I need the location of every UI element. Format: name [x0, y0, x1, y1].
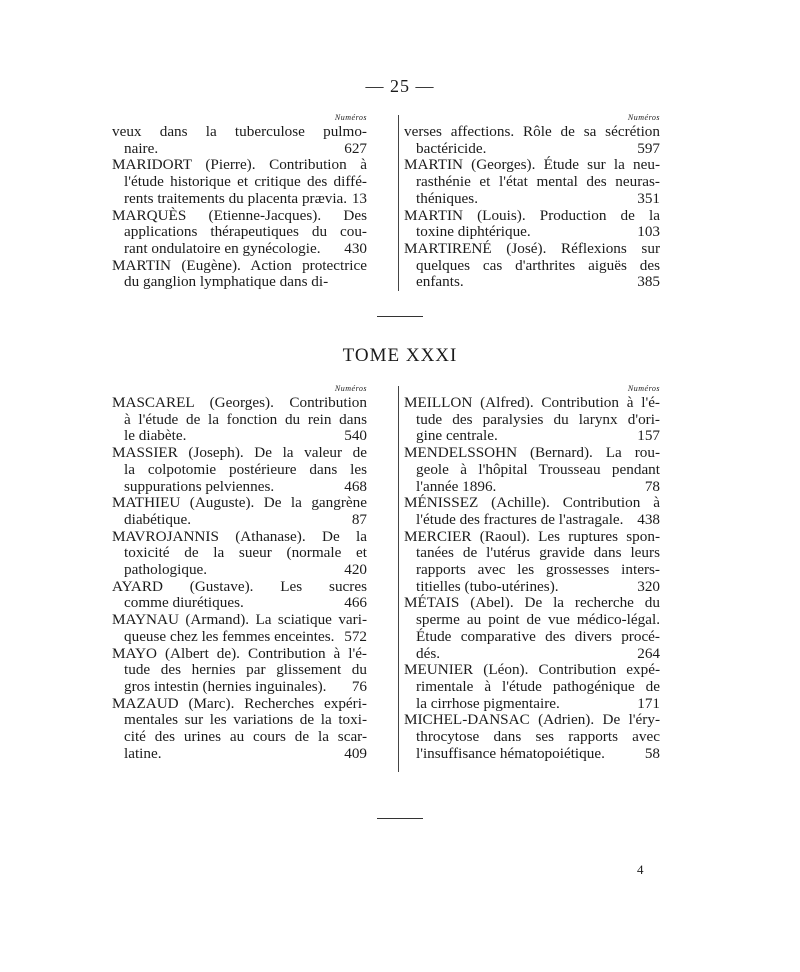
entry-line — [404, 428, 660, 445]
entry-line: rapports avec les grossesses inters- — [416, 561, 660, 579]
entry-line: verses affections. Rôle de sa sécrétion — [404, 123, 660, 140]
entry-line — [112, 595, 367, 612]
entry-line — [404, 479, 660, 496]
numeros-label: Numéros — [334, 384, 367, 393]
entry-line: rasthénie et l'état mental des neuras- — [416, 173, 660, 191]
index-entry — [404, 595, 660, 662]
entry-line: tude des paralysies du larynx d'ori- — [416, 410, 660, 428]
index-entry — [404, 124, 660, 157]
entry-line: MASSIER (Joseph). De la valeur de — [112, 444, 367, 462]
entry-number: 572 — [344, 627, 367, 645]
entry-line: MAVROJANNIS (Athanase). De la — [112, 527, 367, 545]
page-number: — 25 — — [365, 76, 435, 96]
entry-number: 171 — [637, 694, 660, 712]
entry-number: 76 — [351, 677, 367, 695]
entry-line — [404, 191, 660, 208]
entry-number: 87 — [351, 510, 367, 528]
entry-line: MATHIEU (Auguste). De la gangrène — [112, 494, 367, 512]
entry-line: tanées de l'utérus gravide dans leurs — [416, 544, 660, 562]
index-entry — [404, 241, 660, 291]
index-entry — [112, 124, 367, 157]
entry-text: dés. — [416, 644, 441, 662]
entry-text: le diabète. — [124, 427, 187, 445]
index-column-left — [112, 113, 367, 291]
entry-number: 627 — [344, 139, 367, 157]
entry-line: MÉNISSEZ (Achille). Contribution à — [404, 494, 660, 512]
entry-line: sperme au point de vue médico-légal. — [416, 611, 660, 629]
entry-line — [112, 512, 367, 529]
entry-number: 438 — [637, 510, 660, 528]
signature-mark: 4 — [637, 862, 644, 877]
index-entry — [112, 529, 367, 579]
entry-text: théniques. — [416, 189, 479, 207]
index-section-bottom — [112, 384, 660, 774]
entry-line: MENDELSSOHN (Bernard). La rou- — [404, 444, 660, 462]
entry-line: MARTIN (Louis). Production de la — [404, 206, 660, 224]
entry-line: veux dans la tuberculose pulmo- — [112, 123, 367, 140]
entry-line: MARTIRENÉ (José). Réflexions sur — [404, 239, 660, 257]
entry-line: MARQUÈS (Etienne-Jacques). Des — [112, 206, 367, 224]
entry-text: la cirrhose pigmentaire. — [416, 694, 560, 712]
entry-number: 264 — [637, 644, 660, 662]
entry-number: 540 — [344, 427, 367, 445]
index-column-left — [112, 384, 367, 762]
entry-line: l'étude historique et critique des diffé- — [124, 173, 367, 191]
index-entry — [112, 495, 367, 528]
entry-line — [404, 141, 660, 158]
entry-line: MEUNIER (Léon). Contribution expé- — [404, 661, 660, 679]
entry-line: MERCIER (Raoul). Les ruptures spon- — [404, 527, 660, 545]
entry-text: bactéricide. — [416, 139, 487, 157]
entry-line: MARTIN (Georges). Étude sur la neu- — [404, 156, 660, 174]
volume-title: TOME XXXI — [342, 345, 458, 366]
entry-line — [112, 479, 367, 496]
entry-line — [404, 696, 660, 713]
entry-line: tude des hernies par glissement du — [124, 661, 367, 679]
index-entry — [112, 579, 367, 612]
entry-line: MEILLON (Alfred). Contribution à l'é- — [404, 394, 660, 411]
entry-line — [404, 646, 660, 663]
entry-line — [404, 224, 660, 241]
entry-text: rents traitements du placenta prævia. — [124, 189, 348, 207]
entry-line: MAZAUD (Marc). Recherches expéri- — [112, 694, 367, 712]
entry-text: toxine diphtérique. — [416, 223, 531, 241]
entry-line — [404, 579, 660, 596]
index-entry — [112, 208, 367, 258]
index-column-right — [404, 113, 660, 291]
numeros-label: Numéros — [627, 113, 660, 122]
entry-line — [112, 629, 367, 646]
index-entry — [404, 208, 660, 241]
entry-number: 351 — [637, 189, 660, 207]
index-entry — [404, 445, 660, 495]
index-entry — [404, 529, 660, 596]
entry-text: l'insuffisance hématopoiétique. — [416, 744, 605, 762]
entry-line: la colpotomie postérieure dans les — [124, 460, 367, 478]
index-entry — [404, 712, 660, 762]
index-entry — [404, 495, 660, 528]
entry-number: 597 — [637, 139, 660, 157]
index-entry — [112, 157, 367, 207]
entry-text: pathologique. — [124, 561, 208, 579]
index-column-right — [404, 384, 660, 762]
entry-number: 430 — [344, 239, 367, 257]
entry-line — [112, 746, 367, 763]
entry-line — [112, 428, 367, 445]
entry-line: MARTIN (Eugène). Action protectrice — [112, 256, 367, 274]
index-entry — [112, 395, 367, 445]
entry-text: gros intestin (hernies inguinales). — [124, 677, 327, 695]
entry-number: 103 — [637, 223, 660, 241]
section-divider — [377, 818, 423, 819]
entry-text: rant ondulatoire en gynécologie. — [124, 239, 321, 257]
entry-text: comme diurétiques. — [124, 594, 244, 612]
entry-line — [112, 191, 367, 208]
entry-line — [404, 274, 660, 291]
numeros-label: Numéros — [334, 113, 367, 122]
entry-line: MICHEL-DANSAC (Adrien). De l'éry- — [404, 711, 660, 729]
index-entry — [112, 696, 367, 763]
entry-line: applications thérapeutiques du cou- — [124, 223, 367, 241]
entry-line — [112, 679, 367, 696]
entry-text: gine centrale. — [416, 427, 498, 445]
entry-text: latine. — [124, 744, 162, 762]
entry-number: 78 — [644, 477, 660, 495]
entry-text: diabétique. — [124, 510, 192, 528]
entry-number: 58 — [644, 744, 660, 762]
entry-text: titielles (tubo-utérines). — [416, 577, 559, 595]
entry-line — [112, 241, 367, 258]
numeros-label: Numéros — [627, 384, 660, 393]
entry-line: geole à l'hôpital Trousseau pendant — [416, 460, 660, 478]
entry-line: MASCAREL (Georges). Contribution — [112, 394, 367, 411]
entry-text: queuse chez les femmes enceintes. — [124, 627, 335, 645]
entry-line — [404, 512, 660, 529]
entry-line: quelques cas d'arthrites aiguës des — [416, 256, 660, 274]
index-entry — [112, 612, 367, 645]
entry-text: suppurations pelviennes. — [124, 477, 275, 495]
entry-text: l'étude des fractures de l'astragale. — [416, 510, 624, 528]
index-entry — [404, 157, 660, 207]
entry-number: 13 — [351, 189, 367, 207]
entry-number: 385 — [637, 273, 660, 291]
entry-text: enfants. — [416, 273, 464, 291]
entry-line: MAYNAU (Armand). La sciatique vari- — [112, 611, 367, 629]
entry-line: mentales sur les variations de la toxi- — [124, 711, 367, 729]
entry-line: MARIDORT (Pierre). Contribution à — [112, 156, 367, 174]
entry-line: Étude comparative des divers procé- — [416, 627, 660, 645]
entry-line: AYARD (Gustave). Les sucres — [112, 577, 367, 595]
entry-line: MAYO (Albert de). Contribution à l'é- — [112, 644, 367, 662]
entry-line: toxicité de la sueur (normale et — [124, 544, 367, 562]
index-entry — [112, 258, 367, 291]
entry-line: MÉTAIS (Abel). De la recherche du — [404, 594, 660, 612]
entry-number: 420 — [344, 561, 367, 579]
entry-line: du ganglion lymphatique dans di- — [124, 273, 329, 291]
entry-line: throcytose dans ses rapports avec — [416, 728, 660, 746]
entry-line — [112, 562, 367, 579]
index-entry — [404, 662, 660, 712]
entry-number: 320 — [637, 577, 660, 595]
entry-text: naire. — [124, 139, 159, 157]
index-entry — [404, 395, 660, 445]
index-section-top — [112, 113, 660, 293]
entry-line: cité des urines au cours de la scar- — [124, 728, 367, 746]
entry-line: rimentale à l'étude pathogénique de — [416, 677, 660, 695]
entry-number: 466 — [344, 594, 367, 612]
column-divider — [398, 115, 399, 291]
section-divider — [377, 316, 423, 317]
index-entry — [112, 445, 367, 495]
entry-number: 409 — [344, 744, 367, 762]
entry-line — [112, 141, 367, 158]
entry-number: 468 — [344, 477, 367, 495]
entry-line: à l'étude de la fonction du rein dans — [124, 410, 367, 428]
column-divider — [398, 386, 399, 772]
index-entry — [112, 646, 367, 696]
entry-line — [404, 746, 660, 763]
entry-number: 157 — [637, 427, 660, 445]
entry-text: l'année 1896. — [416, 477, 497, 495]
